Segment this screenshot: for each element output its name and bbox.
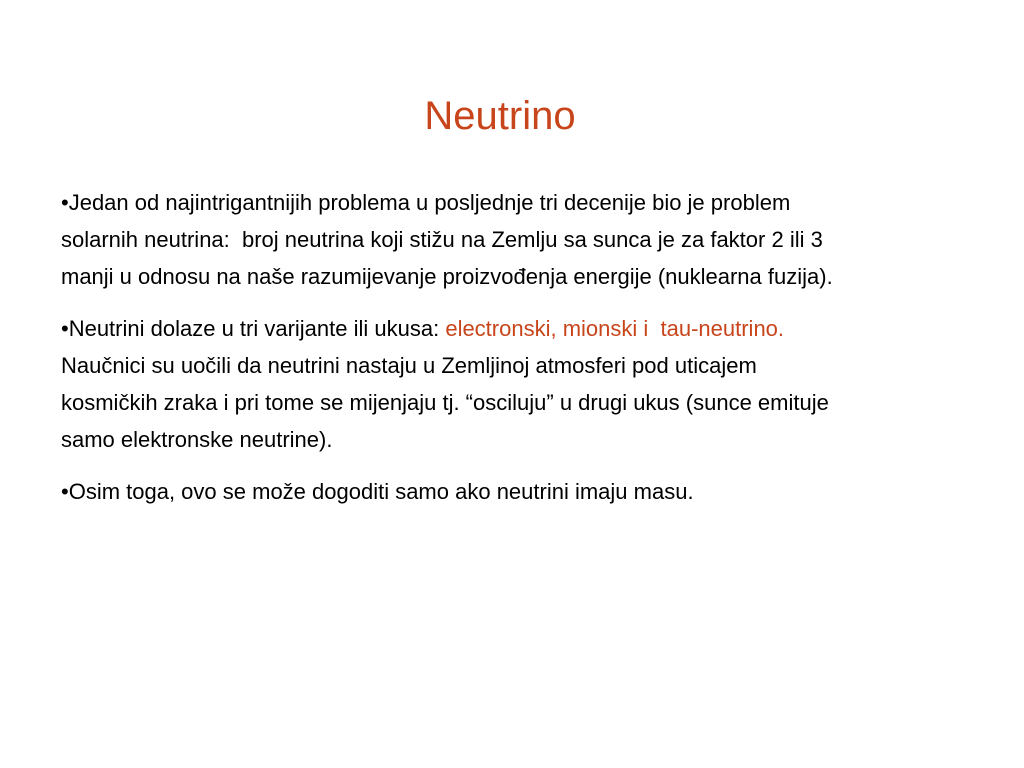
bullet-solar-neutrino-problem: •Jedan od najintrigantnijih problema u posljednje tri decenije bio je problem solarnih neutrina: broj neutrina koji stižu na Zemlju sa sunca je za faktor 2 ili 3 manji u odnosu na naše razumijevanje proizvođenja energije (nuklearna fuzija). [61, 190, 833, 289]
bullet-neutrino-mass: •Osim toga, ovo se može dogoditi samo ako neutrini imaju masu. [61, 479, 694, 504]
slide-title: Neutrino [424, 94, 576, 138]
slide-body [61, 184, 981, 525]
neutrino-flavor-names: electronski, mionski i tau-neutrino. [445, 316, 785, 341]
bullet-flavors-intro: •Neutrini dolaze u tri varijante ili ukusa: [61, 316, 446, 341]
bullet-neutrino-flavors [61, 310, 981, 458]
bullet-flavors-oscillation: Naučnici su uočili da neutrini nastaju u Zemljinoj atmosferi pod uticajem kosmičkih zraka i pri tome se mijenjaju tj. “osciluju” u drugi ukus (sunce emituje samo elektronske neutrine). [61, 353, 829, 452]
